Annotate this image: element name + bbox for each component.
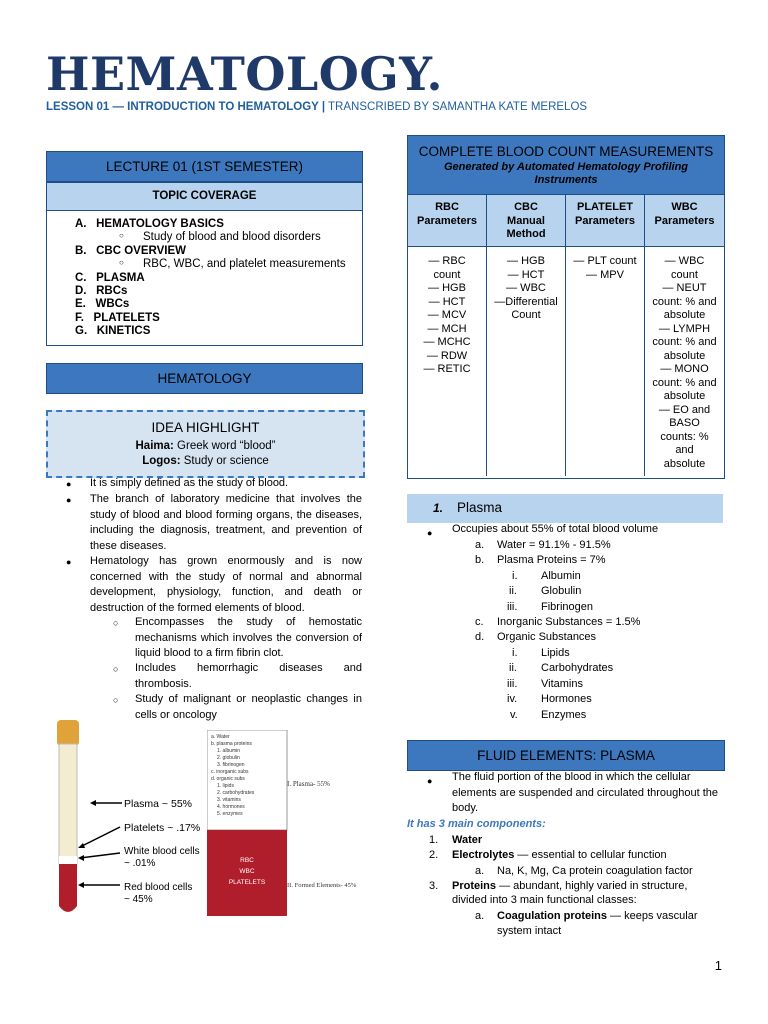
hematology-bullet-1: It is simply defined as the study of blood. [90, 477, 289, 489]
plasma-heading [407, 494, 723, 523]
circle-bullet-icon: ○ [119, 231, 124, 240]
arrow-platelets [80, 827, 120, 847]
hematology-bullet-2: The branch of laboratory medicine that involves the study of blood and blood forming organs, the diseases, including the diagnosis, treatment, and prevention of these diseases. [90, 493, 362, 552]
plasma-subitem-marker: ii. [509, 585, 517, 597]
cbc-col-platelet-items: — PLT count — MPV [566, 247, 645, 476]
plasma-item-marker: c. [475, 616, 484, 628]
topic-a-sub: Study of blood and blood disorders [143, 231, 321, 243]
plasma-subitem-albumin: Albumin [541, 570, 581, 582]
tube-cap [57, 720, 79, 746]
component-water: Water [452, 834, 483, 846]
cbc-col-header-platelet: PLATELET Parameters [566, 195, 645, 247]
transcriber-label: TRANSCRIBED BY SAMANTHA KATE MERELOS [325, 101, 588, 113]
plasma-subitem-vitamins: Vitamins [541, 678, 583, 690]
cbc-table-header [408, 136, 724, 195]
circle-bullet-icon: ○ [113, 618, 119, 628]
cbc-col-wbc-items: — WBC count — NEUT count: % and absolute — LYMPH count: % and absolute — MONO count: % and absolute — EO and BASO counts: % and absolute [652, 255, 717, 470]
component-number: 1. [429, 834, 439, 846]
protein-sub-coagulation: Coagulation proteins — keeps vascular [497, 910, 698, 922]
svg-text:c. inorganic subs: c. inorganic subs [211, 769, 249, 775]
topic-b: B. CBC OVERVIEW [75, 245, 186, 257]
cbc-col-manual-items: — HGB — HCT — WBC —Differential Count [487, 247, 566, 476]
protein-sub-continuation: system intact [497, 925, 562, 937]
idea-highlight-box [46, 410, 365, 478]
page-number: 1 [714, 958, 722, 973]
arrow-wbc [80, 853, 120, 858]
svg-text:4. hormones: 4. hormones [217, 804, 245, 810]
svg-text:1. albumin: 1. albumin [217, 748, 241, 754]
fluid-bullet: The fluid portion of the blood in which the cellular elements are suspended and circulated throughout the body. [452, 771, 719, 814]
topic-e: E. WBCs [75, 298, 130, 310]
svg-text:b. plasma proteins: b. plasma proteins [211, 741, 252, 747]
plasma-subitem-marker: i. [512, 570, 518, 582]
idea-title: IDEA HIGHLIGHT [151, 420, 260, 435]
plasma-subitem-fibrinogen: Fibrinogen [541, 601, 593, 613]
electrolyte-sub-marker: a. [475, 865, 485, 877]
cbc-table [407, 135, 725, 479]
plasma-number: 1. [433, 501, 444, 515]
protein-sub-marker: a. [475, 910, 485, 922]
idea-logos: Logos: Study or science [142, 455, 269, 467]
plasma-subitem-marker: i. [512, 647, 518, 659]
plasma-heading-label: Plasma [457, 500, 503, 515]
components-intro: It has 3 main components: [407, 818, 546, 830]
fluid-elements-heading: FLUID ELEMENTS: PLASMA [407, 740, 725, 771]
topic-f: F. PLATELETS [75, 312, 160, 324]
plasma-subitem-marker: ii. [509, 662, 517, 674]
circle-bullet-icon: ○ [113, 695, 119, 705]
svg-text:d. organic subs: d. organic subs [211, 776, 245, 782]
component-number: 2. [429, 849, 439, 861]
plasma-subitem-marker: iii. [507, 678, 518, 690]
hematology-sub-1: Encompasses the study of hemostatic mechanisms which involves the conversion of liquid blood to a firm fibrin clot. [135, 616, 362, 659]
circle-bullet-icon: ○ [119, 258, 124, 267]
plasma-item-inorganic: Inorganic Substances = 1.5% [497, 616, 641, 628]
hematology-sub-3: Study of malignant or neoplastic changes in cells or oncology [135, 693, 362, 721]
cbc-title: COMPLETE BLOOD COUNT MEASUREMENTS [418, 144, 714, 159]
blood-tube-figure [54, 720, 204, 920]
cbc-col-header-rbc: RBC Parameters [408, 195, 487, 247]
topic-a: A. HEMATOLOGY BASICS [75, 218, 224, 230]
topic-c: C. PLASMA [75, 272, 145, 284]
hematology-bullet-3: Hematology has grown enormously and is now concerned with the study of normal and abnormal development, physiology, function, and death or destruction of the formed elements of blood. [90, 555, 362, 614]
topic-b-sub: RBC, WBC, and platelet measurements [143, 258, 346, 270]
plasma-subitem-hormones: Hormones [541, 693, 592, 705]
topic-coverage-heading: TOPIC COVERAGE [46, 182, 363, 211]
plasma-subitem-carbohydrates: Carbohydrates [541, 662, 614, 674]
svg-text:1. lipids: 1. lipids [217, 783, 234, 789]
plasma-item-water: Water = 91.1% - 91.5% [497, 539, 611, 551]
topic-d: D. RBCs [75, 285, 128, 297]
plasma-item-proteins: Plasma Proteins = 7% [497, 554, 606, 566]
fig-rbc-label: Red blood cells ~ 45% [124, 882, 193, 905]
svg-text:PLATELETS: PLATELETS [228, 879, 266, 886]
plasma-subitem-globulin: Globulin [541, 585, 582, 597]
plasma-subitem-marker: v. [510, 709, 518, 721]
fig-wbc-label: White blood cells ~ .01% [124, 846, 200, 869]
lesson-label: LESSON 01 — INTRODUCTION TO HEMATOLOGY | [46, 101, 326, 113]
svg-text:2. carbohydrates: 2. carbohydrates [217, 790, 255, 796]
plasma-item-marker: d. [475, 631, 485, 643]
plasma-item-marker: a. [475, 539, 485, 551]
component-electrolytes: Electrolytes — essential to cellular function [452, 849, 667, 861]
bullet-icon: ● [427, 776, 433, 786]
lesson-subtitle [46, 101, 587, 113]
svg-text:5. enzymes: 5. enzymes [217, 811, 243, 817]
topic-coverage-box [46, 210, 363, 346]
component-proteins: Proteins — abundant, highly varied in structure, [452, 880, 688, 892]
electrolyte-sub: Na, K, Mg, Ca protein coagulation factor [497, 865, 693, 877]
circle-bullet-icon: ○ [113, 664, 119, 674]
svg-text:2. globulin: 2. globulin [217, 755, 240, 761]
cbc-col-header-manual: CBC Manual Method [487, 195, 566, 247]
svg-text:3. vitamins: 3. vitamins [217, 797, 241, 803]
bullet-icon: ● [66, 479, 72, 489]
idea-haima: Haima: Greek word “blood” [135, 440, 276, 452]
lecture-heading: LECTURE 01 (1ST SEMESTER) [46, 151, 363, 182]
blood-composition-figure [207, 730, 357, 916]
bullet-icon: ● [66, 495, 72, 505]
page-title: HEMATOLOGY. [46, 47, 444, 101]
fig-platelets-label: Platelets ~ .17% [124, 822, 201, 834]
tube-buffy-coat [59, 856, 77, 864]
tube-plasma [59, 744, 77, 864]
svg-text:a. Water: a. Water [211, 734, 230, 740]
cbc-col-rbc-items: — RBC count — HGB — HCT — MCV — MCH — MCHC — RDW — RETIC [408, 247, 487, 476]
cbc-col-header-wbc: WBC Parameters [645, 195, 724, 247]
component-number: 3. [429, 880, 439, 892]
hematology-heading: HEMATOLOGY [46, 363, 363, 394]
svg-text:WBC: WBC [239, 868, 255, 875]
plasma-item-organic: Organic Substances [497, 631, 597, 643]
cbc-subtitle: Generated by Automated Hematology Profiling Instruments [443, 161, 689, 186]
plasma-subitem-enzymes: Enzymes [541, 709, 587, 721]
plasma-subitem-marker: iii. [507, 601, 518, 613]
proteins-continuation: divided into 3 main functional classes: [452, 894, 637, 906]
svg-text:RBC: RBC [240, 857, 254, 864]
bullet-icon: ● [427, 528, 433, 538]
hematology-sub-2: Includes hemorrhagic diseases and thrombosis. [135, 662, 362, 690]
tube-red-cells [59, 864, 77, 912]
fig-plasma-label: Plasma ~ 55% [124, 798, 192, 810]
plasma-percent-label: I. Plasma- 55% [287, 780, 330, 788]
topic-g: G. KINETICS [75, 325, 151, 337]
svg-text:3. fibrinogen: 3. fibrinogen [217, 762, 245, 768]
plasma-item-marker: b. [475, 554, 485, 566]
plasma-bullet: Occupies about 55% of total blood volume [452, 523, 659, 535]
plasma-subitem-marker: iv. [507, 693, 518, 705]
bullet-icon: ● [66, 557, 72, 567]
plasma-subitem-lipids: Lipids [541, 647, 570, 659]
formed-percent-label: II. Formed Elements- 45% [287, 882, 357, 889]
